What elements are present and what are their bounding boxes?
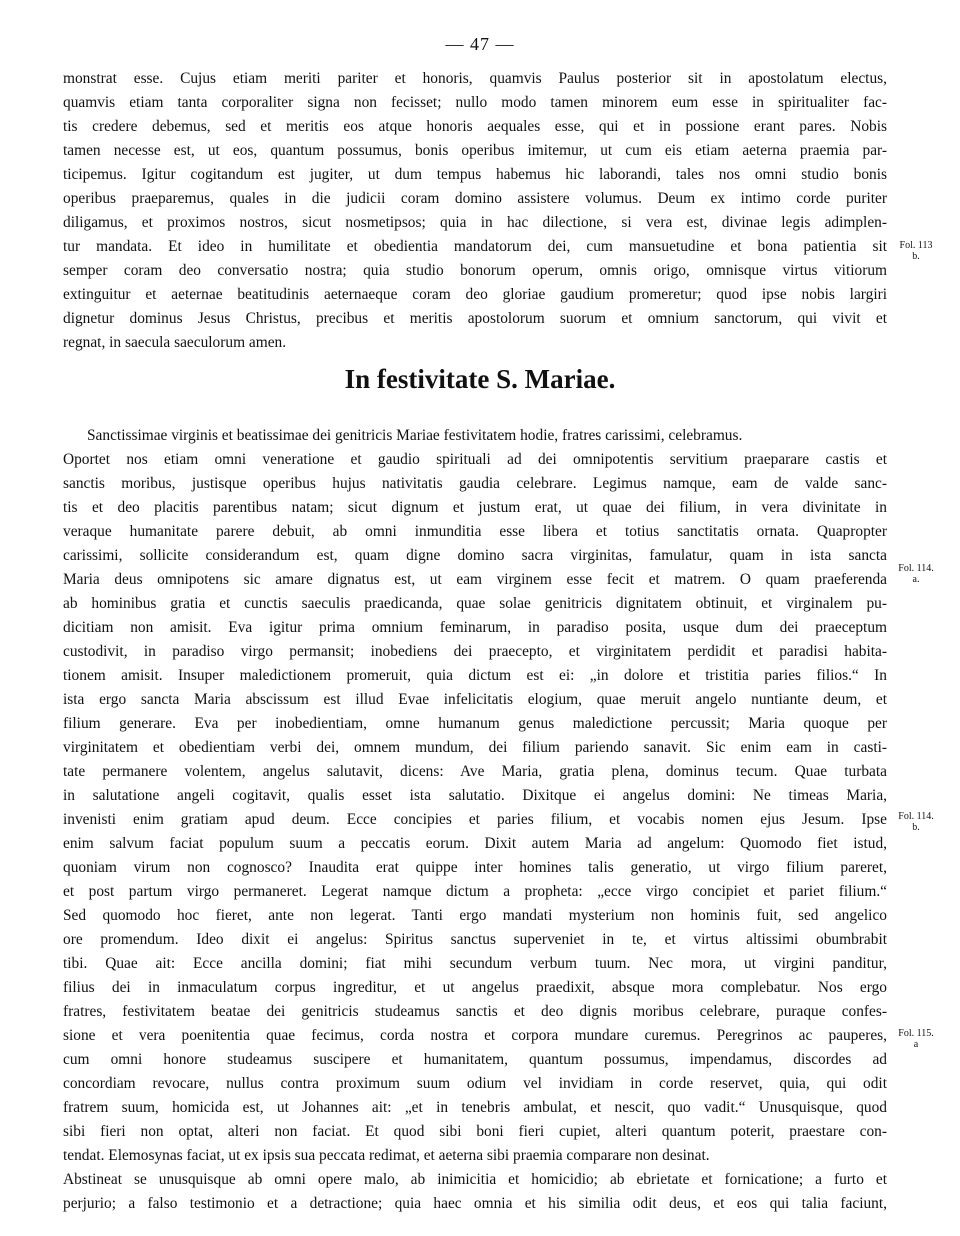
text-line: monstrat esse. Cujus etiam meriti pariter et honoris, quamvis Paulus posterior sit in apostolatum electus,	[63, 70, 887, 87]
folio-number: Fol. 113	[899, 240, 933, 251]
folio-marginal-note	[888, 1028, 944, 1050]
text-line: sione et vera poenitentia quae fecimus, corda nostra et corpora mundare curemus. Peregrinos ac pauperes,	[63, 1027, 887, 1044]
text-line: filius dei in inmaculatum corpus ingreditur, et ut angelus praedixit, absque mora complebatur. Nos ergo	[63, 979, 887, 996]
text-line: tur mandata. Et ideo in humilitate et obedientia mandatorum dei, cum mansuetudine et bona patientia sit	[63, 238, 887, 255]
text-line: diligamus, et proximos nostros, sicut nosmetipsos; quia in hac dilectione, si vera est, divinae legis adimplen-	[63, 214, 887, 231]
text-line: tis credere debemus, sed et meritis eos atque honoris aequales esse, qui et in possione erant pares. Nobis	[63, 118, 887, 135]
text-line: filium generare. Eva per inobedientiam, omne humanum genus maledictione percussit; Maria quoque per	[63, 715, 887, 732]
folio-side: b.	[912, 251, 920, 262]
text-line: invenisti enim gratiam apud deum. Ecce concipies et paries filium, et vocabis nomen ejus Jesum. Ipse	[63, 811, 887, 828]
text-line: Sanctissimae virginis et beatissimae dei genitricis Mariae festivitatem hodie, fratres carissimi, celebramus.	[87, 427, 743, 444]
text-line: quoniam virum non cognosco? Inaudita erat quippe inter homines talis generatio, ut virgo filium pareret,	[63, 859, 887, 876]
folio-number: Fol. 114.	[898, 811, 934, 822]
folio-number: Fol. 115.	[898, 1028, 934, 1039]
text-line: ista ergo sancta Maria abscissum est illud Evae infelicitatis elogium, quae meruit angelo nuntiante deum, et	[63, 691, 887, 708]
folio-marginal-note	[888, 240, 944, 262]
text-line: in salutatione angeli cogitavit, qualis esset ista salutatio. Dixitque ei angelus domini: Ne timeas Maria,	[63, 787, 887, 804]
text-line: Oportet nos etiam omni veneratione et gaudio spirituali ad dei omnipotentis servitium praeparare castis et	[63, 451, 887, 468]
text-line: dignetur dominus Jesus Christus, precibus et meritis apostolorum suorum et omnium sanctorum, qui vivit et	[63, 310, 887, 327]
section-title: In festivitate S. Mariae.	[344, 364, 616, 394]
text-line: Abstineat se unusquisque ab omni opere malo, ab inimicitia et homicidio; ab ebrietate et fornicatione; a furto et	[63, 1171, 887, 1188]
text-line: veraque humanitate parere debuit, ab omni inmunditia esse libera et totius sanctitatis ornata. Quapropter	[63, 523, 887, 540]
text-line: tis et deo placitis parentibus natam; sicut dignum et justum erat, ut quae dei filium, in vera divinitate in	[63, 499, 887, 516]
text-line: tionem amisit. Insuper maledictionem promeruit, quia dictum est ei: „in dolore et tristitia paries filios.“ In	[63, 667, 887, 684]
text-line: sanctis moribus, justisque operibus hujus nativitatis gaudia celebrare. Legimus namque, eam de valde sanc-	[63, 475, 887, 492]
text-line: fratrem suum, homicida est, ut Johannes ait: „et in tenebris ambulat, et nescit, quo vadit.“ Unusquisque, quod	[63, 1099, 887, 1116]
text-line: quamvis etiam tanta corporaliter signa non fecisset; nullo modo tamen minorem eum esse in spiritualiter fac-	[63, 94, 887, 111]
text-line: perjurio; a falso testimonio et a detractione; quia haec omnia et his similia odit deus, et eos qui talia faciunt,	[63, 1195, 887, 1212]
text-line: sibi fieri non optat, alteri non faciat. Et quod sibi boni fieri cupiet, alteri quantum poterit, praestare con-	[63, 1123, 887, 1140]
text-line: cum omni honore studeamus suscipere et humanitatem, quantum possumus, impendamus, discordes ad	[63, 1051, 887, 1068]
text-line: enim salvum faciat populum suum a peccatis eorum. Dixit autem Maria ad angelum: Quomodo fiet istud,	[63, 835, 887, 852]
text-line: tendat. Elemosynas faciat, ut ex ipsis sua peccata redimat, et aeterna sibi praemia comparare non desinat.	[63, 1147, 710, 1164]
text-line: et post partum virgo permaneret. Legerat namque dictum a propheta: „ecce virgo concipiet et pariet filium.“	[63, 883, 887, 900]
folio-marginal-note	[888, 811, 944, 833]
text-line: custodivit, in paradiso virgo permansit; inobediens dei praecepto, et virginitatem perdidit et paradisi habita-	[63, 643, 887, 660]
text-line: dicitiam non amisit. Eva igitur prima omnium feminarum, in paradiso posita, usque dum dei praeceptum	[63, 619, 887, 636]
text-line: fratres, festivitatem beatae dei genitricis studeamus sanctis et deo dignis moribus celebrare, puraque confes-	[63, 1003, 887, 1020]
text-line: ticipemus. Igitur cogitandum est jugiter, ut dum tempus habemus hic laborandi, tales nos omni studio bonis	[63, 166, 887, 183]
text-line: tate permanere volentem, angelus salutavit, dicens: Ave Maria, gratia plena, dominus tecum. Quae turbata	[63, 763, 887, 780]
text-line: regnat, in saecula saeculorum amen.	[63, 334, 287, 351]
page-number: — 47 —	[445, 34, 515, 54]
text-line: Sed quomodo hoc fieret, ante non legerat. Tanti ergo mandati mysterium non hominis fuit, sed angelico	[63, 907, 887, 924]
text-line: concordiam revocare, nullus contra proximum suum odium vel invidiam in corde reservet, quia, qui odit	[63, 1075, 887, 1092]
folio-side: a.	[912, 574, 920, 585]
folio-side: b.	[912, 822, 920, 833]
text-line: virginitatem et obedientiam verbi dei, omnem mundum, dei filium pariendo sanavit. Sic enim eam in casti-	[63, 739, 887, 756]
text-line: carissimi, sollicite considerandum est, quam digne domino sacra virginitas, famulatur, quam in ista sancta	[63, 547, 887, 564]
folio-marginal-note	[888, 563, 944, 585]
text-line: extinguitur et aeternae beatitudinis aeternaeque coram deo gloriae gaudium promeretur; quod ipse nobis largiri	[63, 286, 887, 303]
text-line: Maria deus omnipotens sic amare dignatus est, ut eam virginem esse fecit et matrem. O quam praeferenda	[63, 571, 887, 588]
text-line: ab hominibus gratia et cunctis saeculis praedicanda, quae solae genitricis dignitatem obtinuit, et virginalem pu-	[63, 595, 887, 612]
text-line: ore promendum. Ideo dixit ei angelus: Spiritus sanctus superveniet in te, et virtus altissimi obumbrabit	[63, 931, 887, 948]
text-line: tibi. Quae ait: Ecce ancilla domini; fiat mihi secundum verbum tuum. Nec mora, ut virgini panditur,	[63, 955, 887, 972]
folio-side: a	[913, 1039, 919, 1050]
text-line: tamen necesse est, ut eos, quantum possumus, bonis operibus imitemur, ut cum eis etiam aeterna praemia par-	[63, 142, 887, 159]
text-line: semper coram deo conversatio nostra; quia studio bonorum operum, omnis origo, omnisque virtus vitiorum	[63, 262, 887, 279]
text-line: operibus praeparemus, quales in die judicii coram domino assistere volumus. Deum ex intimo corde puriter	[63, 190, 887, 207]
folio-number: Fol. 114.	[898, 563, 934, 574]
